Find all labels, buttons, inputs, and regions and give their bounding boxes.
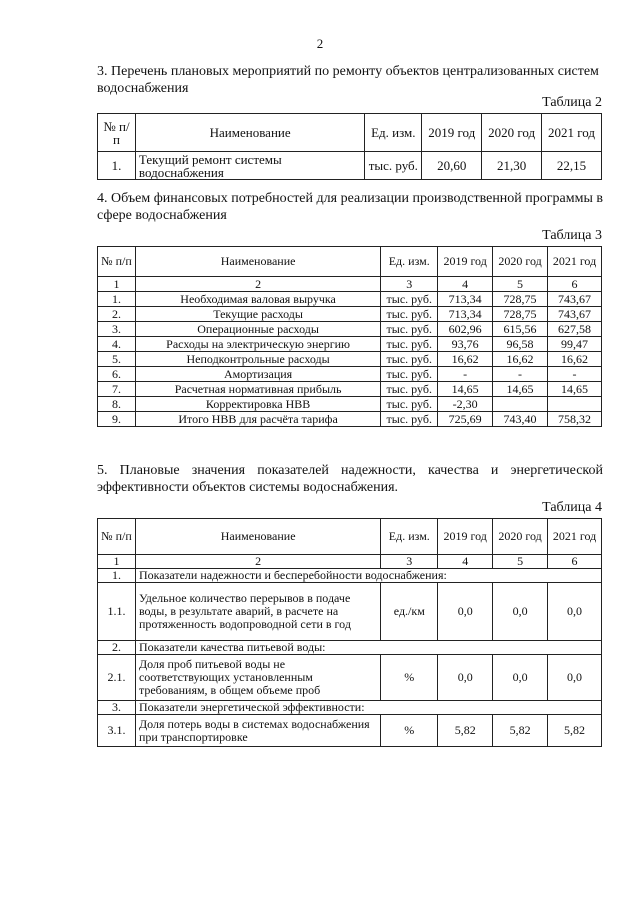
- cell-2019: 713,34: [438, 307, 493, 322]
- cell-2019: 14,65: [438, 382, 493, 397]
- table-row: [98, 322, 602, 337]
- numbering-cell: 1: [98, 555, 136, 569]
- header-2021: 2021 год: [542, 114, 602, 152]
- cell-number: 9.: [98, 412, 136, 427]
- cell-name: Итого НВВ для расчёта тарифа: [135, 412, 380, 427]
- cell-2019: -: [438, 367, 493, 382]
- table-2-label: Таблица 2: [542, 95, 602, 110]
- table-2: [97, 113, 602, 180]
- cell-number: 2.: [98, 307, 136, 322]
- table-row: [98, 152, 602, 180]
- cell-2020: 5,82: [493, 715, 548, 747]
- cell-2021: 5,82: [548, 715, 602, 747]
- numbering-row: [98, 277, 602, 292]
- table-row: [98, 583, 602, 641]
- table-row: [98, 367, 602, 382]
- cell-name: Необходимая валовая выручка: [135, 292, 380, 307]
- header-2020: 2020 год: [493, 519, 548, 555]
- group-title: Показатели надежности и бесперебойности водоснабжения:: [135, 569, 601, 583]
- numbering-cell: 5: [493, 555, 548, 569]
- header-name: Наименование: [135, 519, 380, 555]
- numbering-row: [98, 555, 602, 569]
- table-row: [98, 292, 602, 307]
- cell-name: Расчетная нормативная прибыль: [135, 382, 380, 397]
- table-row: [98, 397, 602, 412]
- header-unit: Ед. изм.: [365, 114, 422, 152]
- cell-2021: 0,0: [548, 583, 602, 641]
- cell-2021: 758,32: [548, 412, 602, 427]
- cell-unit: тыс. руб.: [365, 152, 422, 180]
- table-header-row: [98, 114, 602, 152]
- cell-unit: тыс. руб.: [381, 352, 438, 367]
- table-header-row: [98, 519, 602, 555]
- section-3-heading: 3. Перечень плановых мероприятий по ремонту объектов централизованных систем водоснабжения: [97, 64, 599, 96]
- cell-2019: -2,30: [438, 397, 493, 412]
- header-number: № п/п: [98, 114, 136, 152]
- cell-number: 2.1.: [98, 655, 136, 701]
- cell-number: 7.: [98, 382, 136, 397]
- cell-2020: 16,62: [493, 352, 548, 367]
- table-row: [98, 337, 602, 352]
- cell-2020: 728,75: [493, 292, 548, 307]
- numbering-cell: 1: [98, 277, 136, 292]
- cell-2019: 725,69: [438, 412, 493, 427]
- table-3: [97, 246, 602, 427]
- cell-2021: 99,47: [548, 337, 602, 352]
- cell-unit: тыс. руб.: [381, 292, 438, 307]
- cell-unit: тыс. руб.: [381, 397, 438, 412]
- header-2019: 2019 год: [438, 247, 493, 277]
- table-row: [98, 382, 602, 397]
- table-row: [98, 715, 602, 747]
- cell-2021: -: [548, 367, 602, 382]
- cell-number: 1.: [98, 152, 136, 180]
- header-2021: 2021 год: [548, 247, 602, 277]
- cell-unit: тыс. руб.: [381, 412, 438, 427]
- cell-2019: 5,82: [438, 715, 493, 747]
- cell-2021: 743,67: [548, 307, 602, 322]
- group-title: Показатели энергетической эффективности:: [135, 701, 601, 715]
- cell-name: Текущие расходы: [135, 307, 380, 322]
- table-row: [98, 655, 602, 701]
- numbering-cell: 6: [548, 555, 602, 569]
- cell-unit: ед./км: [381, 583, 438, 641]
- section-4-heading: 4. Объем финансовых потребностей для реализации производственной программы в сфере водоснабжения: [97, 191, 603, 223]
- cell-2021: 16,62: [548, 352, 602, 367]
- numbering-cell: 4: [438, 555, 493, 569]
- table-row: [98, 307, 602, 322]
- cell-2021: 22,15: [542, 152, 602, 180]
- cell-name: Амортизация: [135, 367, 380, 382]
- cell-number: 3.: [98, 322, 136, 337]
- table-3-label: Таблица 3: [542, 228, 602, 243]
- cell-number: 6.: [98, 367, 136, 382]
- header-2020: 2020 год: [482, 114, 542, 152]
- cell-name: Неподконтрольные расходы: [135, 352, 380, 367]
- cell-unit: тыс. руб.: [381, 307, 438, 322]
- header-unit: Ед. изм.: [381, 247, 438, 277]
- cell-2019: 602,96: [438, 322, 493, 337]
- numbering-cell: 4: [438, 277, 493, 292]
- table-row: [98, 412, 602, 427]
- table-row: [98, 352, 602, 367]
- section-5-heading: 5. Плановые значения показателей надежности, качества и энергетической эффективности объектов системы водоснабжения.: [97, 463, 603, 495]
- cell-name: Расходы на электрическую энергию: [135, 337, 380, 352]
- numbering-cell: 3: [381, 277, 438, 292]
- cell-2019: 20,60: [422, 152, 482, 180]
- cell-2020: [493, 397, 548, 412]
- group-number: 3.: [98, 701, 136, 715]
- group-title: Показатели качества питьевой воды:: [135, 641, 601, 655]
- cell-2020: -: [493, 367, 548, 382]
- cell-number: 1.: [98, 292, 136, 307]
- cell-2020: 0,0: [493, 655, 548, 701]
- header-2021: 2021 год: [548, 519, 602, 555]
- cell-unit: тыс. руб.: [381, 322, 438, 337]
- cell-2021: 0,0: [548, 655, 602, 701]
- cell-name: Текущий ремонт системы водоснабжения: [135, 152, 364, 180]
- numbering-cell: 5: [493, 277, 548, 292]
- cell-unit: тыс. руб.: [381, 367, 438, 382]
- cell-name: Доля потерь воды в системах водоснабжения при транспортировке: [135, 715, 380, 747]
- header-name: Наименование: [135, 247, 380, 277]
- group-row: [98, 701, 602, 715]
- cell-unit: тыс. руб.: [381, 337, 438, 352]
- cell-number: 4.: [98, 337, 136, 352]
- header-2019: 2019 год: [438, 519, 493, 555]
- header-2019: 2019 год: [422, 114, 482, 152]
- group-number: 1.: [98, 569, 136, 583]
- cell-2020: 0,0: [493, 583, 548, 641]
- cell-2020: 96,58: [493, 337, 548, 352]
- cell-2021: 14,65: [548, 382, 602, 397]
- cell-2021: 627,58: [548, 322, 602, 337]
- table-header-row: [98, 247, 602, 277]
- table-4-label: Таблица 4: [542, 500, 602, 515]
- cell-2020: 743,40: [493, 412, 548, 427]
- cell-2019: 0,0: [438, 583, 493, 641]
- cell-name: Операционные расходы: [135, 322, 380, 337]
- cell-2021: [548, 397, 602, 412]
- cell-2020: 21,30: [482, 152, 542, 180]
- header-2020: 2020 год: [493, 247, 548, 277]
- cell-unit: %: [381, 655, 438, 701]
- cell-unit: тыс. руб.: [381, 382, 438, 397]
- cell-2020: 615,56: [493, 322, 548, 337]
- cell-2020: 728,75: [493, 307, 548, 322]
- cell-2019: 0,0: [438, 655, 493, 701]
- cell-2019: 713,34: [438, 292, 493, 307]
- cell-2020: 14,65: [493, 382, 548, 397]
- numbering-cell: 6: [548, 277, 602, 292]
- cell-unit: %: [381, 715, 438, 747]
- page-number: 2: [316, 36, 324, 51]
- header-number: № п/п: [98, 519, 136, 555]
- cell-number: 8.: [98, 397, 136, 412]
- cell-number: 1.1.: [98, 583, 136, 641]
- numbering-cell: 2: [135, 555, 380, 569]
- cell-2019: 93,76: [438, 337, 493, 352]
- header-unit: Ед. изм.: [381, 519, 438, 555]
- numbering-cell: 3: [381, 555, 438, 569]
- group-row: [98, 569, 602, 583]
- cell-2019: 16,62: [438, 352, 493, 367]
- header-name: Наименование: [135, 114, 364, 152]
- cell-name: Удельное количество перерывов в подаче воды, в результате аварий, в расчете на протяженность водопроводной сети в год: [135, 583, 380, 641]
- table-4: [97, 518, 602, 747]
- cell-name: Доля проб питьевой воды не соответствующих установленным требованиям, в общем объеме проб: [135, 655, 380, 701]
- group-number: 2.: [98, 641, 136, 655]
- header-number: № п/п: [98, 247, 136, 277]
- group-row: [98, 641, 602, 655]
- cell-name: Корректировка НВВ: [135, 397, 380, 412]
- cell-number: 3.1.: [98, 715, 136, 747]
- numbering-cell: 2: [135, 277, 380, 292]
- cell-number: 5.: [98, 352, 136, 367]
- cell-2021: 743,67: [548, 292, 602, 307]
